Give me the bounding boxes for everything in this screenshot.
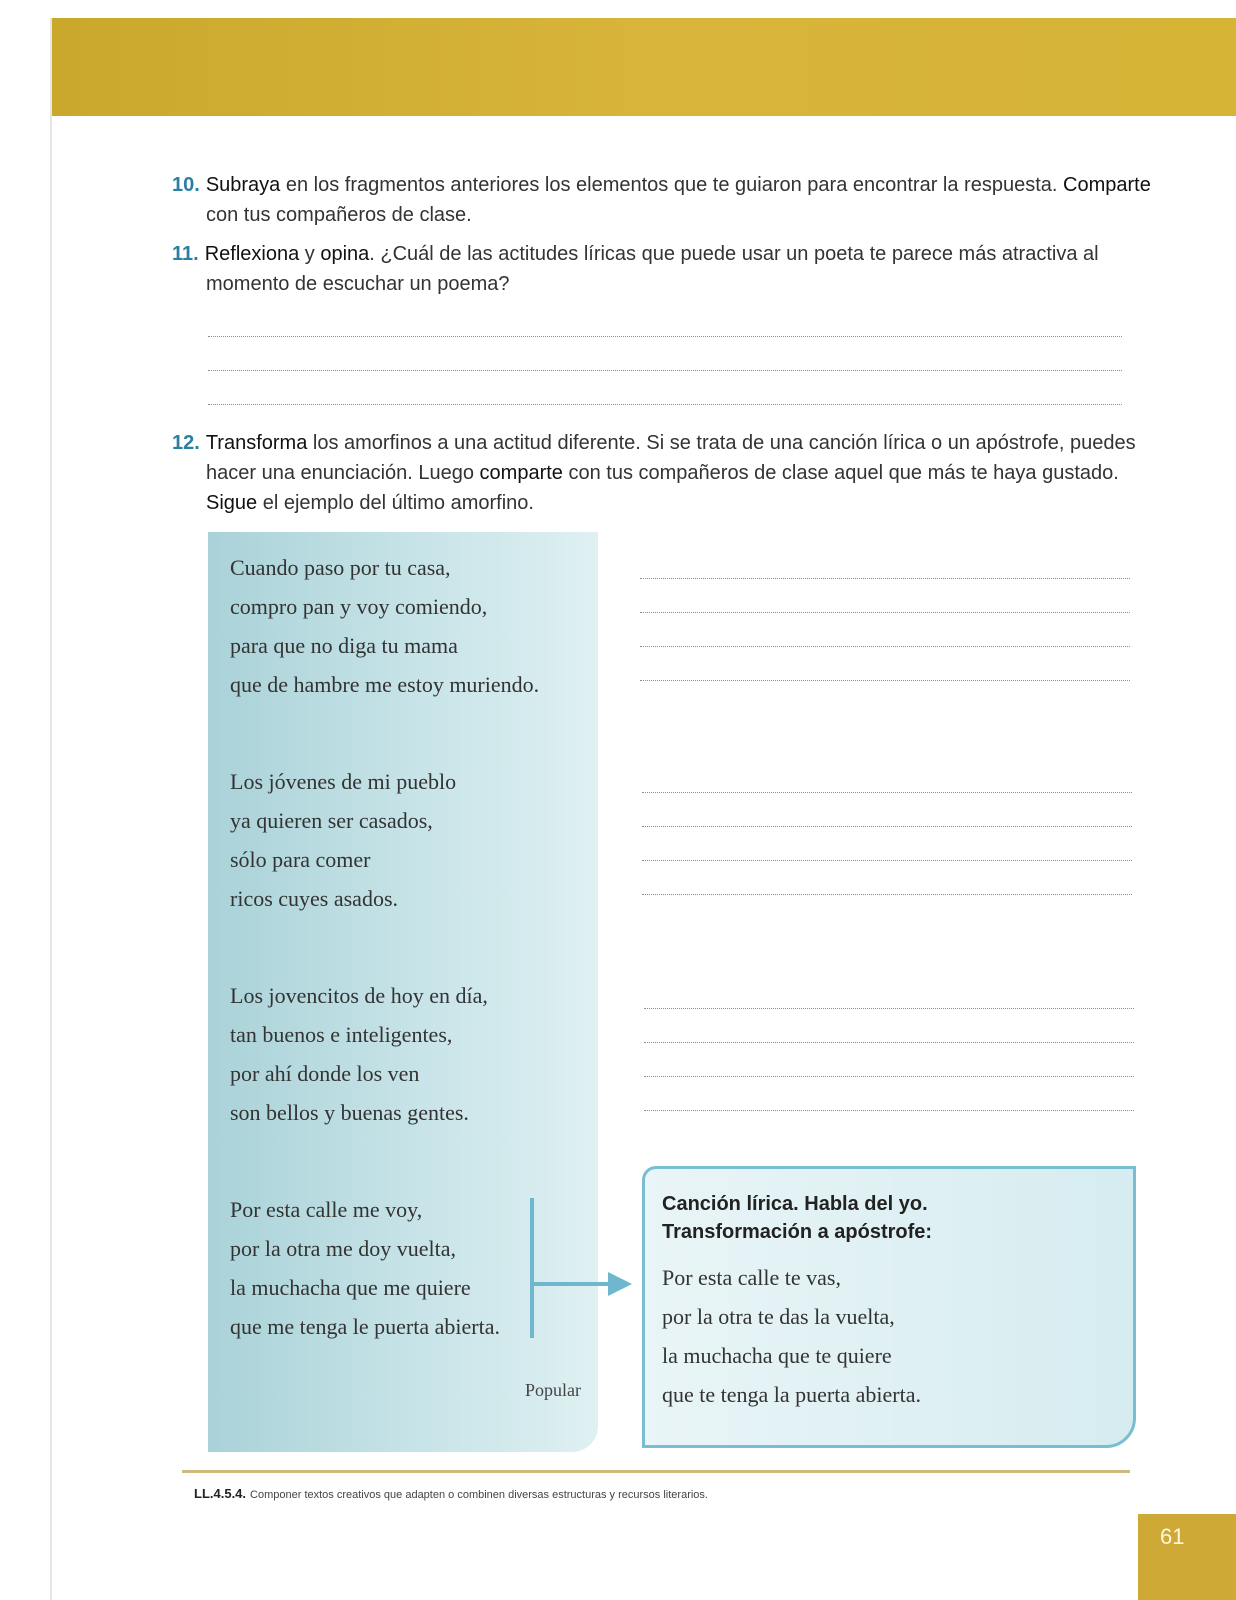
instruction-verb: Transforma bbox=[205, 432, 308, 454]
question-11 bbox=[172, 239, 1166, 299]
question-number: 12. bbox=[172, 432, 200, 454]
stanza-3 bbox=[230, 976, 488, 1132]
poem-line: que me tenga le puerta abierta. bbox=[230, 1314, 500, 1339]
answer-line[interactable] bbox=[644, 1008, 1134, 1009]
poem-line: por ahí donde los ven bbox=[230, 1061, 420, 1086]
example-heading-line: Canción lírica. Habla del yo. bbox=[662, 1193, 928, 1215]
instruction-verb: Sigue bbox=[206, 492, 258, 514]
poem-line: la muchacha que me quiere bbox=[230, 1275, 471, 1300]
page-number: 61 bbox=[1160, 1524, 1185, 1549]
example-heading bbox=[662, 1190, 932, 1246]
answer-line[interactable] bbox=[642, 826, 1132, 827]
question-number: 10. bbox=[172, 174, 200, 196]
poem-line: compro pan y voy comiendo, bbox=[230, 594, 488, 619]
answer-line[interactable] bbox=[644, 1110, 1134, 1111]
poem-line: ya quieren ser casados, bbox=[230, 808, 433, 833]
skill-description: Componer textos creativos que adapten o combinen diversas estructuras y recursos literarios. bbox=[250, 1489, 708, 1501]
instruction-verb: Comparte bbox=[1063, 174, 1151, 196]
question-text: el ejemplo del último amorfino. bbox=[257, 492, 534, 514]
answer-line[interactable] bbox=[208, 336, 1122, 337]
poem-line: la muchacha que te quiere bbox=[662, 1343, 892, 1368]
question-10 bbox=[172, 170, 1166, 230]
skill-code: LL.4.5.4. bbox=[194, 1486, 247, 1501]
poem-line: son bellos y buenas gentes. bbox=[230, 1100, 469, 1125]
arrow-right-icon bbox=[608, 1272, 632, 1296]
answer-line[interactable] bbox=[640, 680, 1130, 681]
poem-line: por la otra me doy vuelta, bbox=[230, 1236, 457, 1261]
answer-line[interactable] bbox=[640, 578, 1130, 579]
header-color-band bbox=[52, 18, 1236, 116]
instruction-verb: Reflexiona bbox=[204, 243, 300, 265]
poem-line: por la otra te das la vuelta, bbox=[662, 1304, 895, 1329]
question-text: con tus compañeros de clase aquel que más te haya gustado. bbox=[562, 462, 1119, 484]
question-text: y bbox=[299, 243, 321, 265]
poem-line: que de hambre me estoy muriendo. bbox=[230, 672, 540, 697]
poem-line: Cuando paso por tu casa, bbox=[230, 555, 451, 580]
instruction-verb: opina bbox=[320, 243, 370, 265]
answer-line[interactable] bbox=[644, 1042, 1134, 1043]
answer-line[interactable] bbox=[640, 646, 1130, 647]
stanza-4 bbox=[230, 1190, 500, 1346]
question-text: con tus compañeros de clase. bbox=[206, 204, 472, 226]
stanza-2 bbox=[230, 762, 456, 918]
instruction-verb: comparte bbox=[479, 462, 563, 484]
question-12 bbox=[172, 428, 1166, 518]
attribution: Popular bbox=[525, 1380, 581, 1400]
question-text: en los fragmentos anteriores los elementos que te guiaron para encontrar la respuesta. bbox=[280, 174, 1063, 196]
example-poem bbox=[662, 1258, 921, 1414]
page-number-tab bbox=[1138, 1514, 1236, 1600]
stanza-1 bbox=[230, 548, 539, 704]
answer-line[interactable] bbox=[208, 370, 1122, 371]
answer-line[interactable] bbox=[642, 860, 1132, 861]
answer-line[interactable] bbox=[208, 404, 1122, 405]
answer-line[interactable] bbox=[644, 1076, 1134, 1077]
footer-skill bbox=[194, 1486, 708, 1501]
poem-line: para que no diga tu mama bbox=[230, 633, 458, 658]
question-text: los amorfinos a una actitud diferente. Si se trata de una canción lírica o un apóstrofe, puedes hacer una enunciación. Luego bbox=[206, 432, 1136, 484]
answer-line[interactable] bbox=[640, 612, 1130, 613]
answer-line[interactable] bbox=[642, 894, 1132, 895]
poem-line: Por esta calle te vas, bbox=[662, 1265, 841, 1290]
arrow-shaft bbox=[533, 1282, 613, 1286]
poem-line: sólo para comer bbox=[230, 847, 371, 872]
question-number: 11. bbox=[172, 243, 199, 265]
poem-line: tan buenos e inteligentes, bbox=[230, 1022, 453, 1047]
answer-line[interactable] bbox=[642, 792, 1132, 793]
poem-line: ricos cuyes asados. bbox=[230, 886, 399, 911]
example-heading-line: Transformación a apóstrofe: bbox=[662, 1221, 933, 1243]
footer-divider bbox=[182, 1470, 1130, 1473]
page-edge bbox=[50, 18, 52, 1600]
instruction-verb: Subraya bbox=[205, 174, 281, 196]
bracket-line bbox=[530, 1198, 534, 1338]
poem-line: Por esta calle me voy, bbox=[230, 1197, 423, 1222]
question-text: . ¿Cuál de las actitudes líricas que puede usar un poeta te parece más atractiva al momento de escuchar un poema? bbox=[206, 243, 1099, 295]
poem-line: Los jovencitos de hoy en día, bbox=[230, 983, 488, 1008]
poem-line: que te tenga la puerta abierta. bbox=[662, 1382, 921, 1407]
poem-line: Los jóvenes de mi pueblo bbox=[230, 769, 457, 794]
